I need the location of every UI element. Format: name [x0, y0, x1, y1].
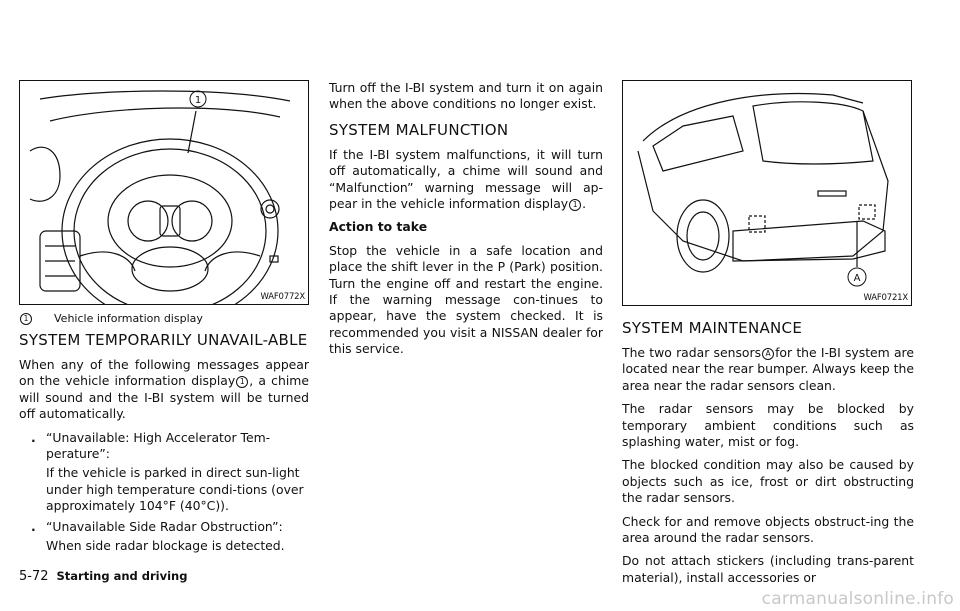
watermark: carmanualsonline.info [761, 589, 954, 609]
figure-callout-1: 1 [194, 95, 202, 106]
left-column [19, 80, 309, 558]
figure-caption [19, 312, 309, 325]
rear-bumper-figure [622, 80, 912, 306]
caption-text: Vehicle information display [54, 312, 203, 325]
maintenance-paragraph-3: The blocked condition may also be caused by objects such as ice, frost or dirt obstructing the radar sensors. [622, 457, 914, 506]
middle-column [329, 80, 603, 365]
bullet-dot: . [31, 518, 36, 534]
action-paragraph: Stop the vehicle in a safe location and place the shift lever in the P (Park) position. Turn the engine off and restart the engine. If the warning message con-tinues to appear, have the system checked. It is recommended you visit a NISSAN dealer for this service. [329, 242, 603, 357]
marker-1-icon: 1 [569, 199, 581, 211]
action-heading: Action to take [329, 219, 428, 235]
bullet-detail: When side radar blockage is detected. [46, 538, 285, 554]
bullet-item [19, 430, 309, 463]
figure-callout-a: A [853, 273, 861, 284]
steering-wheel-illustration [20, 81, 308, 304]
turn-off-paragraph: Turn off the I-BI system and turn it on again when the above conditions no longer exist. [329, 80, 603, 112]
maintenance-paragraph-2: The radar sensors may be blocked by temporary ambient conditions such as splashing water, mist or fog. [622, 401, 914, 450]
bullet-text: “Unavailable Side Radar Obstruction”: [46, 518, 283, 534]
section-heading-malfunction: SYSTEM MALFUNCTION [329, 120, 509, 139]
section-heading-unavailable: SYSTEM TEMPORARILY UNAVAIL-ABLE [19, 331, 308, 349]
marker-a-icon: A [762, 348, 774, 360]
bullet-item [19, 519, 309, 535]
maintenance-paragraph-5: Do not attach stickers (including trans-parent material), install accessories or [622, 553, 914, 585]
page-number: 5-72 [19, 569, 49, 584]
vehicle-rear-illustration [623, 81, 911, 305]
bullet-dot: . [31, 429, 36, 445]
figure-code: WAF0772X [260, 292, 305, 302]
maintenance-paragraph-1: The two radar sensors A for the I-BI system are located near the rear bumper. Always keep the area near the radar sensors clean. [622, 345, 915, 393]
figure-code: WAF0721X [863, 293, 908, 303]
page-footer [19, 569, 187, 584]
caption-marker-icon: 1 [20, 313, 32, 325]
unavailable-intro: When any of the following messages appear on the vehicle information display 1 , a chime will sound and the I-BI system will be turned off automatically. [19, 357, 309, 422]
right-column [622, 80, 914, 593]
marker-1-icon: 1 [236, 376, 248, 388]
malfunction-paragraph: If the I-BI system malfunctions, it will turn off automatically, a chime will sound and “Malfunction” warning message will ap-pear in the vehicle information display 1 . [329, 146, 603, 212]
bullet-detail: If the vehicle is parked in direct sun-light under high temperature condi-tions (over approximately 104°F (40°C)). [46, 465, 304, 514]
section-name: Starting and driving [56, 569, 188, 583]
bullet-text: “Unavailable: High Accelerator Tem-perature”: [46, 429, 271, 462]
maintenance-paragraph-4: Check for and remove objects obstruct-ing the area around the radar sensors. [622, 513, 914, 546]
steering-wheel-figure [19, 80, 309, 305]
section-heading-maintenance: SYSTEM MAINTENANCE [622, 319, 803, 337]
